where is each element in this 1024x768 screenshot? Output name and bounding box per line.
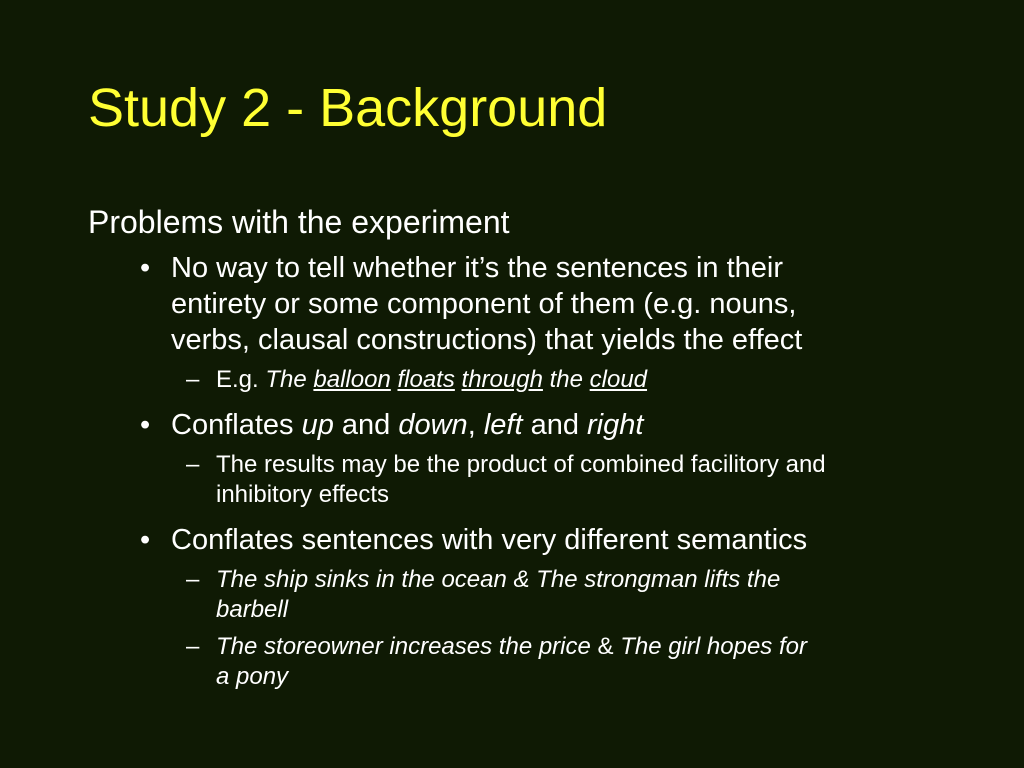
sub-bullet-text-line: inhibitory effects [216,481,389,508]
bullet-item [88,250,948,358]
example-word: The [265,366,307,393]
example-word: balloon [313,366,391,393]
bullet-text-line [171,407,948,443]
example-word: through [461,366,543,393]
example-prefix: E.g. [216,366,259,393]
bullet-word: and [530,409,579,441]
dash-marker: – [186,633,200,660]
sub-bullet-item [88,565,948,625]
ampersand: & [597,633,614,660]
slide-title: Study 2 - Background [88,78,608,138]
sub-bullet-text-line: a pony [216,663,289,690]
bullet-item [88,407,948,443]
bullet-word: down [398,409,468,441]
bullet-word: , [467,409,476,441]
example-word: the [549,366,583,393]
bullet-text-line: No way to tell whether it’s the sentences in their [171,252,784,284]
sub-bullet-text-line: The ship sinks in the ocean & The strongman lifts the [216,566,781,593]
sub-bullet-text-line [216,632,948,662]
dash-marker: – [186,451,200,478]
bullet-text-line: verbs, clausal constructions) that yields the effect [171,324,803,356]
bullet-word: up [301,409,334,441]
sub-bullet-text-line: The results may be the product of combined facilitory and [216,451,826,478]
example-word: cloud [589,366,648,393]
sub-bullet-item [88,365,948,395]
bullet-word: Conflates [171,409,294,441]
bullet-marker: • [140,252,151,284]
bullet-word: and [341,409,391,441]
sub-bullet-text-line: barbell [216,596,289,623]
bullet-word: left [483,409,523,441]
slide-body [88,202,948,692]
bullet-word: right [587,409,644,441]
bullet-text-line: entirety or some component of them (e.g. nouns, [171,288,797,320]
bullet-text-line: Conflates sentences with very different semantics [171,524,808,556]
dash-marker: – [186,566,200,593]
sub-bullet-text-line [216,365,948,395]
dash-marker: – [186,366,200,393]
bullet-marker: • [140,409,151,441]
sub-bullet-item [88,450,948,510]
bullet-marker: • [140,524,151,556]
section-heading: Problems with the experiment [88,204,510,240]
example-word: floats [397,366,455,393]
sub-bullet-item [88,632,948,692]
bullet-item [88,522,948,558]
example-sentence: The storeowner increases the price [216,633,591,660]
example-sentence: The girl hopes for [620,633,807,660]
